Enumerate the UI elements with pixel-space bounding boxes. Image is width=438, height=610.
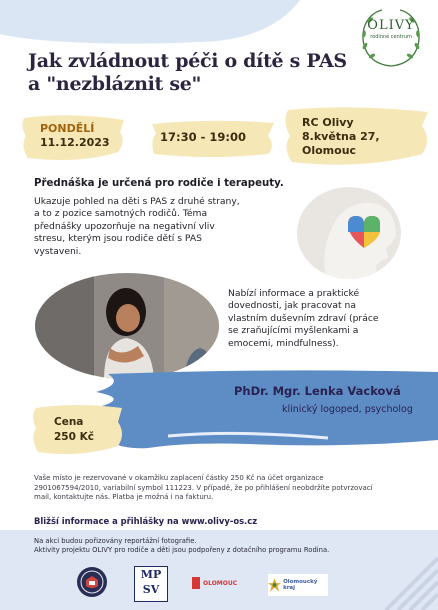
paragraph-1-line: Ukazuje pohled na děti s PAS z druhé strany,	[34, 196, 240, 207]
olomoucky-kraj-logo	[268, 574, 328, 596]
olomouc-logo	[192, 574, 244, 592]
venue-line-1: RC Olivy	[302, 116, 354, 129]
note-line: 2901067594/2010, variabilní symbol 111223. V případě, že po přihlášení neobdržíte potvrzovací	[34, 483, 373, 492]
mpsv-logo	[134, 566, 168, 602]
title-line-2: a "nezbláznit se"	[28, 73, 202, 95]
event-date-value: 11.12.2023	[40, 136, 110, 149]
paragraph-2	[228, 288, 379, 350]
paragraph-2-line: vlastním duševním zdraví (práce	[228, 312, 379, 324]
event-date	[40, 122, 110, 150]
note-line: Vaše místo je rezervované v okamžiku zaplacení částky 250 Kč na účet organizace	[34, 474, 324, 482]
paragraph-2-line: dovednosti, jak pracovat na	[228, 300, 356, 312]
footer-line: Na akci budou pořizovány reportážní fotografie.	[34, 537, 197, 545]
title-line-1: Jak zvládnout péči o dítě s PAS	[28, 50, 347, 72]
price-label: Cena	[54, 416, 84, 428]
event-venue	[302, 116, 380, 158]
price-value: 250 Kč	[54, 431, 94, 443]
subtitle: Přednáška je určená pro rodiče i terapeuty.	[34, 178, 284, 189]
paragraph-1	[34, 196, 240, 258]
venue-line-2: 8.května 27,	[302, 130, 380, 143]
paragraph-2-line: Nabízí informace a praktické	[228, 288, 360, 299]
paragraph-1-line: přednášky upozorňuje na negativní vliv	[34, 220, 215, 232]
page-title	[28, 50, 358, 96]
mpsv-line-1: MP	[140, 568, 162, 581]
paragraph-2-line: emocemi, mindfulness).	[228, 337, 339, 349]
speaker-role: klinický logoped, psycholog	[282, 404, 413, 415]
logo-subtitle: rodinné centrum	[370, 34, 412, 40]
registration-note	[34, 474, 414, 503]
note-line: mail, kontaktujte nás. Platba je možná i na fakturu.	[34, 493, 214, 502]
paragraph-2-line: se zraňujícími myšlenkami a	[228, 325, 359, 337]
paragraph-1-line: vystaveni.	[34, 245, 82, 257]
corner-stripes	[378, 550, 438, 610]
ministry-seal-logo	[76, 566, 108, 598]
top-decoration	[0, 0, 300, 48]
venue-line-3: Olomouc	[302, 144, 357, 157]
logo-name: OLIVY	[367, 18, 415, 33]
price	[54, 415, 94, 445]
olomouc-mark-icon	[192, 577, 200, 589]
footer-text	[34, 537, 329, 555]
event-time: 17:30 - 19:00	[160, 130, 246, 144]
kraj-label: Olomoucký kraj	[283, 579, 318, 591]
mpsv-line-2: SV	[142, 583, 160, 596]
heart-puzzle-photo	[296, 186, 402, 280]
paragraph-1-line: a to z pozice samotných rodičů. Téma	[34, 208, 208, 220]
logo-text	[356, 18, 426, 40]
more-info-link[interactable]: Bližší informace a přihlášky na www.olivy-os.cz	[34, 516, 258, 526]
paragraph-1-line: stresu, kterým jsou rodiče dětí s PAS	[34, 233, 202, 245]
kraj-star-icon	[268, 578, 281, 592]
speaker-name: PhDr. Mgr. Lenka Vacková	[234, 384, 401, 398]
event-day: PONDĚLÍ	[40, 122, 95, 135]
footer-line: Aktivity projektu OLIVY pro rodiče a děti jsou podpořeny z dotačního programu Rodina.	[34, 546, 330, 555]
stressed-woman-photo	[34, 272, 220, 380]
olomouc-label: OLOMOUC	[203, 579, 238, 587]
